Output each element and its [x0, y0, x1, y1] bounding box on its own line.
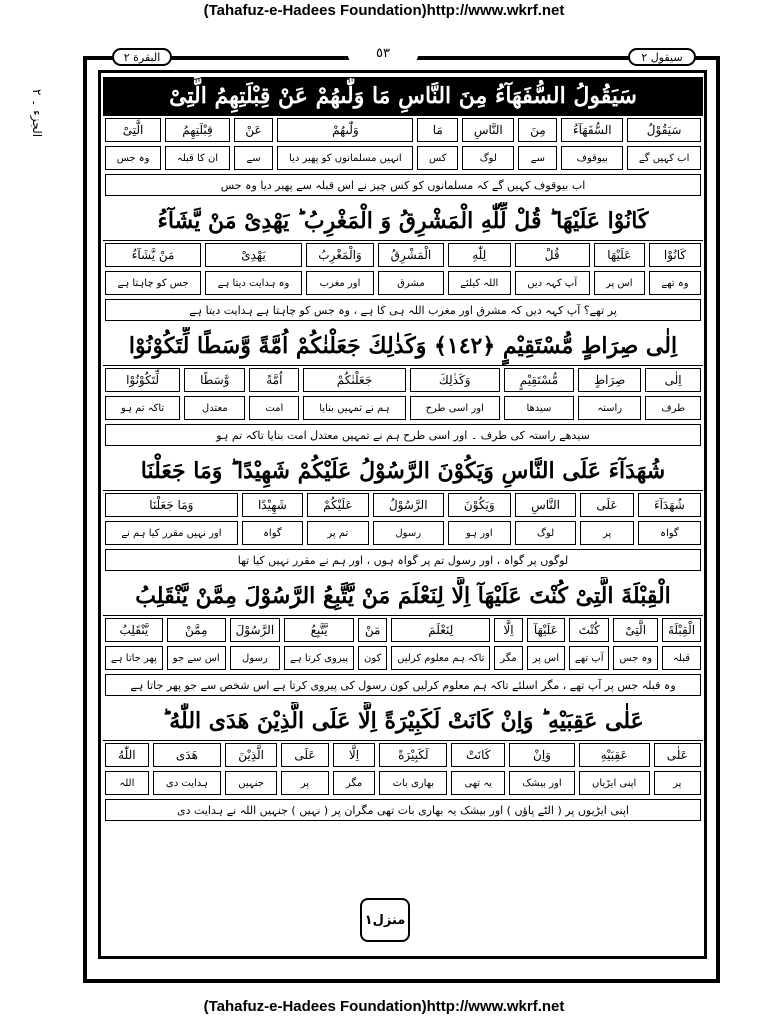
arabic-word-cell: كُنْتَ [569, 618, 609, 642]
arabic-word-cell: صِرَاطٍ [578, 368, 641, 392]
word-pair [578, 491, 636, 547]
word-pair [301, 366, 407, 422]
para-name-tab: سیقول ٢ [628, 48, 696, 66]
arabic-word-cell: مَا [417, 118, 458, 142]
urdu-meaning-cell: بیوقوف [561, 146, 623, 170]
arabic-word-cell: جَعَلْنٰكُمْ [303, 368, 405, 392]
site-header-url: (Tahafuz-e-Hadees Foundation)http://www.wkrf.net [203, 2, 565, 19]
arabic-word-cell: وَيَكُوْنَ [448, 493, 511, 517]
arabic-word-cell: يَّنْقَلِبُ [105, 618, 163, 642]
urdu-meaning-cell: مگر [333, 771, 376, 795]
surah-name-tab: البقرة ٢ [112, 48, 172, 66]
arabic-verse-line: اِلٰى صِرَاطٍ مُّسْتَقِيْمٍ ﴿١٤٢﴾ وَكَذٰلِكَ جَعَلْنٰكُمْ اُمَّةً وَّسَطًا لِّتَكُوْنُوْا [128, 333, 678, 359]
word-pair [304, 241, 376, 297]
arabic-word-cell: النَّاسِ [515, 493, 576, 517]
word-pair [232, 116, 276, 172]
urdu-meaning-cell: کون [358, 646, 387, 670]
arabic-word-cell: السُّفَهَآءُ [561, 118, 623, 142]
word-pair [103, 241, 203, 297]
arabic-word-cell: مَنْ يَّشَآءُ [105, 243, 201, 267]
urdu-meaning-cell: گواہ [242, 521, 303, 545]
word-pair [625, 116, 703, 172]
urdu-meaning-cell: اس سے جو [167, 646, 226, 670]
arabic-verse-line: كَانُوْا عَلَيْهَا ؕ قُلْ لِّلّٰهِ الْمَشْرِقُ وَ الْمَغْرِبُ ؕ يَهْدِىْ مَنْ يَّشَآءُ [157, 208, 649, 234]
ayah-section [103, 77, 703, 196]
urdu-meaning-cell: ہدایت دی [153, 771, 221, 795]
urdu-meaning-cell: اور ہو [448, 521, 511, 545]
urdu-meaning-cell: ہم نے تمہیں بنایا [303, 396, 405, 420]
arabic-verse-line: عَلٰى عَقِبَيْهِ ؕ وَاِنْ كَانَتْ لَكَبِيْرَةً اِلَّا عَلَى الَّذِيْنَ هَدَى اللّٰهُ ؕ [162, 708, 644, 734]
word-pair [247, 366, 301, 422]
urdu-meaning-cell: بھاری بات [379, 771, 447, 795]
urdu-translation-line: اپنی ایڑیوں پر ( الٹے پاؤں ) اور بیشک یہ بھاری بات تھی مگران پر ( نہیں ) جنہیں اللہ نے ہدایت دی [105, 799, 701, 821]
urdu-meaning-cell: سے [518, 146, 557, 170]
word-by-word-grid [103, 490, 703, 547]
urdu-meaning-cell: امت [249, 396, 299, 420]
word-pair [228, 616, 282, 672]
urdu-meaning-cell: تاکہ تم ہو [105, 396, 180, 420]
word-pair [377, 741, 449, 797]
urdu-meaning-cell: قبلہ [662, 646, 701, 670]
word-pair [611, 616, 660, 672]
word-by-word-grid [103, 365, 703, 422]
urdu-meaning-cell: سیدھا [504, 396, 574, 420]
urdu-meaning-cell: پیروی کرتا ہے [284, 646, 354, 670]
site-footer-url: (Tahafuz-e-Hadees Foundation)http://www.wkrf.net [203, 998, 565, 1015]
urdu-meaning-cell: رسول [230, 646, 280, 670]
urdu-meaning-cell: انہیں مسلمانوں کو پھیر دیا [277, 146, 413, 170]
urdu-meaning-cell: اللہ کیلئے [448, 271, 511, 295]
word-pair [513, 491, 578, 547]
arabic-word-cell: شُهَدَآءَ [638, 493, 701, 517]
arabic-word-cell: الرَّسُوْلُ [373, 493, 444, 517]
urdu-meaning-cell: وہ جس [105, 146, 161, 170]
urdu-translation-line: سیدھے راستہ کی طرف ۔ اور اسی طرح ہم نے تمہیں معتدل امت بنایا تاکہ تم ہو [105, 424, 701, 446]
word-pair [636, 491, 703, 547]
arabic-word-cell: الَّتِىْ [105, 118, 161, 142]
urdu-meaning-cell: ان کا قبلہ [165, 146, 230, 170]
arabic-word-cell: لِنَعْلَمَ [391, 618, 490, 642]
urdu-meaning-cell: اس پر [527, 646, 565, 670]
urdu-meaning-cell: مگر [494, 646, 522, 670]
word-by-word-grid [103, 115, 703, 172]
urdu-meaning-cell: پر [580, 521, 634, 545]
word-pair [415, 116, 460, 172]
arabic-word-cell: سَيَقُوْلُ [627, 118, 701, 142]
arabic-word-cell: اللّٰهُ [105, 743, 149, 767]
arabic-word-cell: مَنْ [358, 618, 387, 642]
urdu-meaning-cell: راستہ [578, 396, 641, 420]
urdu-meaning-cell: آپ کہہ دیں [515, 271, 590, 295]
arabic-word-cell: الْمَشْرِقُ [378, 243, 444, 267]
arabic-word-cell: لِّتَكُوْنُوْا [105, 368, 180, 392]
arabic-word-cell: عَلَى [281, 743, 328, 767]
urdu-meaning-cell: طرف [645, 396, 701, 420]
arabic-word-cell: عَلَيْكُمْ [307, 493, 369, 517]
word-pair [525, 616, 567, 672]
urdu-meaning-cell: یہ تھی [451, 771, 505, 795]
urdu-meaning-cell: اب کہیں گے [627, 146, 701, 170]
word-pair [592, 241, 647, 297]
urdu-meaning-cell: پر [281, 771, 328, 795]
urdu-translation-line: لوگوں پر گواہ ، اور رسول تم پر گواہ ہوں ، اور ہم نے مقرر نہیں کیا تھا [105, 549, 701, 571]
urdu-meaning-cell: اور بیشک [509, 771, 575, 795]
juz-side-label: الجزء ۔ ٢ [30, 88, 44, 138]
urdu-meaning-cell: اللہ [105, 771, 149, 795]
word-pair [275, 116, 415, 172]
arabic-word-cell: يَّتَّبِعُ [284, 618, 354, 642]
urdu-meaning-cell: لوگ [515, 521, 576, 545]
arabic-verse-line: الْقِبْلَةَ الَّتِىْ كُنْتَ عَلَيْهَآ اِلَّا لِنَعْلَمَ مَنْ يَّتَّبِعُ الرَّسُوْلَ مِمَّنْ يَّنْقَلِبُ [135, 583, 671, 609]
urdu-translation-line: پر تھے؟ آپ کہہ دیں کہ مشرق اور مغرب اللہ ہی کا ہے ، وہ جس کو چاہتا ہے ہدایت دیتا ہے [105, 299, 701, 321]
urdu-meaning-cell: اس پر [594, 271, 645, 295]
arabic-word-cell: الَّذِيْنَ [225, 743, 277, 767]
word-pair [492, 616, 524, 672]
word-pair [103, 741, 151, 797]
word-pair [165, 616, 228, 672]
ayah-section [103, 202, 703, 321]
word-pair [516, 116, 559, 172]
word-pair [182, 366, 247, 422]
word-pair [103, 616, 165, 672]
arabic-word-cell: قُلْ [515, 243, 590, 267]
urdu-translation-line: اب بیوقوف کہیں گے کہ مسلمانوں کو کس چیز نے اس قبلہ سے پھیر دیا وہ جس [105, 174, 701, 196]
word-pair [567, 616, 611, 672]
arabic-word-cell: وَاِنْ [509, 743, 575, 767]
word-pair [502, 366, 576, 422]
word-pair [513, 241, 592, 297]
urdu-meaning-cell: جس کو چاہتا ہے [105, 271, 201, 295]
page-number: ٥٣ [348, 46, 418, 64]
word-pair [331, 741, 378, 797]
arabic-word-cell: مِمَّنْ [167, 618, 226, 642]
arabic-word-cell: عَلَيْهَآ [527, 618, 565, 642]
word-pair [446, 491, 513, 547]
arabic-word-cell: عَقِبَيْهِ [579, 743, 650, 767]
word-pair [223, 741, 279, 797]
urdu-meaning-cell: گواہ [638, 521, 701, 545]
urdu-meaning-cell: پھر جاتا ہے [105, 646, 163, 670]
ayah-section [103, 327, 703, 446]
word-pair [647, 241, 703, 297]
urdu-translation-line: وہ قبلہ جس پر آپ تھے ، مگر اسلئے تاکہ ہم معلوم کرلیں کون رسول کی پیروی کرتا ہے اس شخص سے جو پھر جاتا ہے [105, 674, 701, 696]
urdu-meaning-cell: رسول [373, 521, 444, 545]
arabic-word-cell: الرَّسُوْلَ [230, 618, 280, 642]
arabic-word-cell: كَانُوْا [649, 243, 701, 267]
urdu-meaning-cell: اور اسی طرح [410, 396, 500, 420]
arabic-word-cell: يَهْدِىْ [205, 243, 302, 267]
urdu-meaning-cell: سے [234, 146, 274, 170]
urdu-meaning-cell: اپنی ایڑیاں [579, 771, 650, 795]
arabic-word-cell: وَكَذٰلِكَ [410, 368, 500, 392]
arabic-word-cell: قِبْلَتِهِمُ [165, 118, 230, 142]
urdu-meaning-cell: وہ جس [613, 646, 658, 670]
arabic-word-cell: عَلٰى [654, 743, 701, 767]
word-by-word-grid [103, 740, 703, 797]
word-pair [643, 366, 703, 422]
urdu-meaning-cell: تم پر [307, 521, 369, 545]
word-pair [279, 741, 330, 797]
word-pair [356, 616, 389, 672]
arabic-word-cell: اِلَّا [494, 618, 522, 642]
urdu-meaning-cell: معتدل [184, 396, 245, 420]
word-pair [652, 741, 703, 797]
word-pair [203, 241, 304, 297]
arabic-word-cell: مُّسْتَقِيْمٍ [504, 368, 574, 392]
arabic-word-cell: الَّتِىْ [613, 618, 658, 642]
urdu-meaning-cell: مشرق [378, 271, 444, 295]
arabic-word-cell: عَلَيْهَا [594, 243, 645, 267]
arabic-word-cell: لَكَبِيْرَةً [379, 743, 447, 767]
word-pair [240, 491, 305, 547]
word-pair [408, 366, 502, 422]
word-by-word-grid [103, 240, 703, 297]
urdu-meaning-cell: پر [654, 771, 701, 795]
arabic-word-cell: وَمَا جَعَلْنَا [105, 493, 238, 517]
urdu-meaning-cell: اور نہیں مقرر کیا ہم نے [105, 521, 238, 545]
word-pair [376, 241, 446, 297]
word-pair [577, 741, 652, 797]
word-pair [559, 116, 625, 172]
urdu-meaning-cell: لوگ [462, 146, 514, 170]
word-pair [389, 616, 492, 672]
manzil-badge: منزل١ [360, 898, 410, 942]
word-pair [103, 116, 163, 172]
ayah-section [103, 577, 703, 696]
word-pair [103, 366, 182, 422]
word-pair [371, 491, 446, 547]
arabic-word-cell: وَالْمَغْرِبُ [306, 243, 374, 267]
arabic-word-cell: عَلَى [580, 493, 634, 517]
word-pair [103, 491, 240, 547]
arabic-word-cell: الْقِبْلَةَ [662, 618, 701, 642]
arabic-word-cell: مِنَ [518, 118, 557, 142]
word-pair [305, 491, 371, 547]
arabic-verse-line: شُهَدَآءَ عَلَى النَّاسِ وَيَكُوْنَ الرَّسُوْلُ عَلَيْكُمْ شَهِيْدًا ؕ وَمَا جَعَلْنَا [140, 458, 666, 484]
arabic-word-cell: اِلَّا [333, 743, 376, 767]
arabic-word-cell: كَانَتْ [451, 743, 505, 767]
word-pair [507, 741, 577, 797]
word-pair [446, 241, 513, 297]
word-pair [460, 116, 516, 172]
urdu-meaning-cell: وہ تھے [649, 271, 701, 295]
translation-area [103, 77, 703, 932]
word-pair [282, 616, 356, 672]
urdu-meaning-cell: وہ ہدایت دیتا ہے [205, 271, 302, 295]
arabic-word-cell: وَلّٰىهُمْ [277, 118, 413, 142]
word-pair [449, 741, 507, 797]
urdu-meaning-cell: کس [417, 146, 458, 170]
arabic-word-cell: وَّسَطًا [184, 368, 245, 392]
arabic-word-cell: هَدَى [153, 743, 221, 767]
urdu-meaning-cell: جنہیں [225, 771, 277, 795]
arabic-verse-line: سَيَقُولُ السُّفَهَآءُ مِنَ النَّاسِ مَا وَلّٰىهُمْ عَنْ قِبْلَتِهِمُ الَّتِىْ [103, 77, 703, 115]
word-pair [660, 616, 703, 672]
ayah-section [103, 452, 703, 571]
urdu-meaning-cell: اور مغرب [306, 271, 374, 295]
urdu-meaning-cell: تاکہ ہم معلوم کرلیں [391, 646, 490, 670]
word-pair [163, 116, 232, 172]
word-by-word-grid [103, 615, 703, 672]
urdu-meaning-cell: آپ تھے [569, 646, 609, 670]
arabic-word-cell: اُمَّةً [249, 368, 299, 392]
word-pair [576, 366, 643, 422]
arabic-word-cell: النَّاسِ [462, 118, 514, 142]
arabic-word-cell: شَهِيْدًا [242, 493, 303, 517]
arabic-word-cell: عَنْ [234, 118, 274, 142]
arabic-word-cell: لِلّٰهِ [448, 243, 511, 267]
arabic-word-cell: اِلٰى [645, 368, 701, 392]
ayah-section [103, 702, 703, 821]
word-pair [151, 741, 223, 797]
